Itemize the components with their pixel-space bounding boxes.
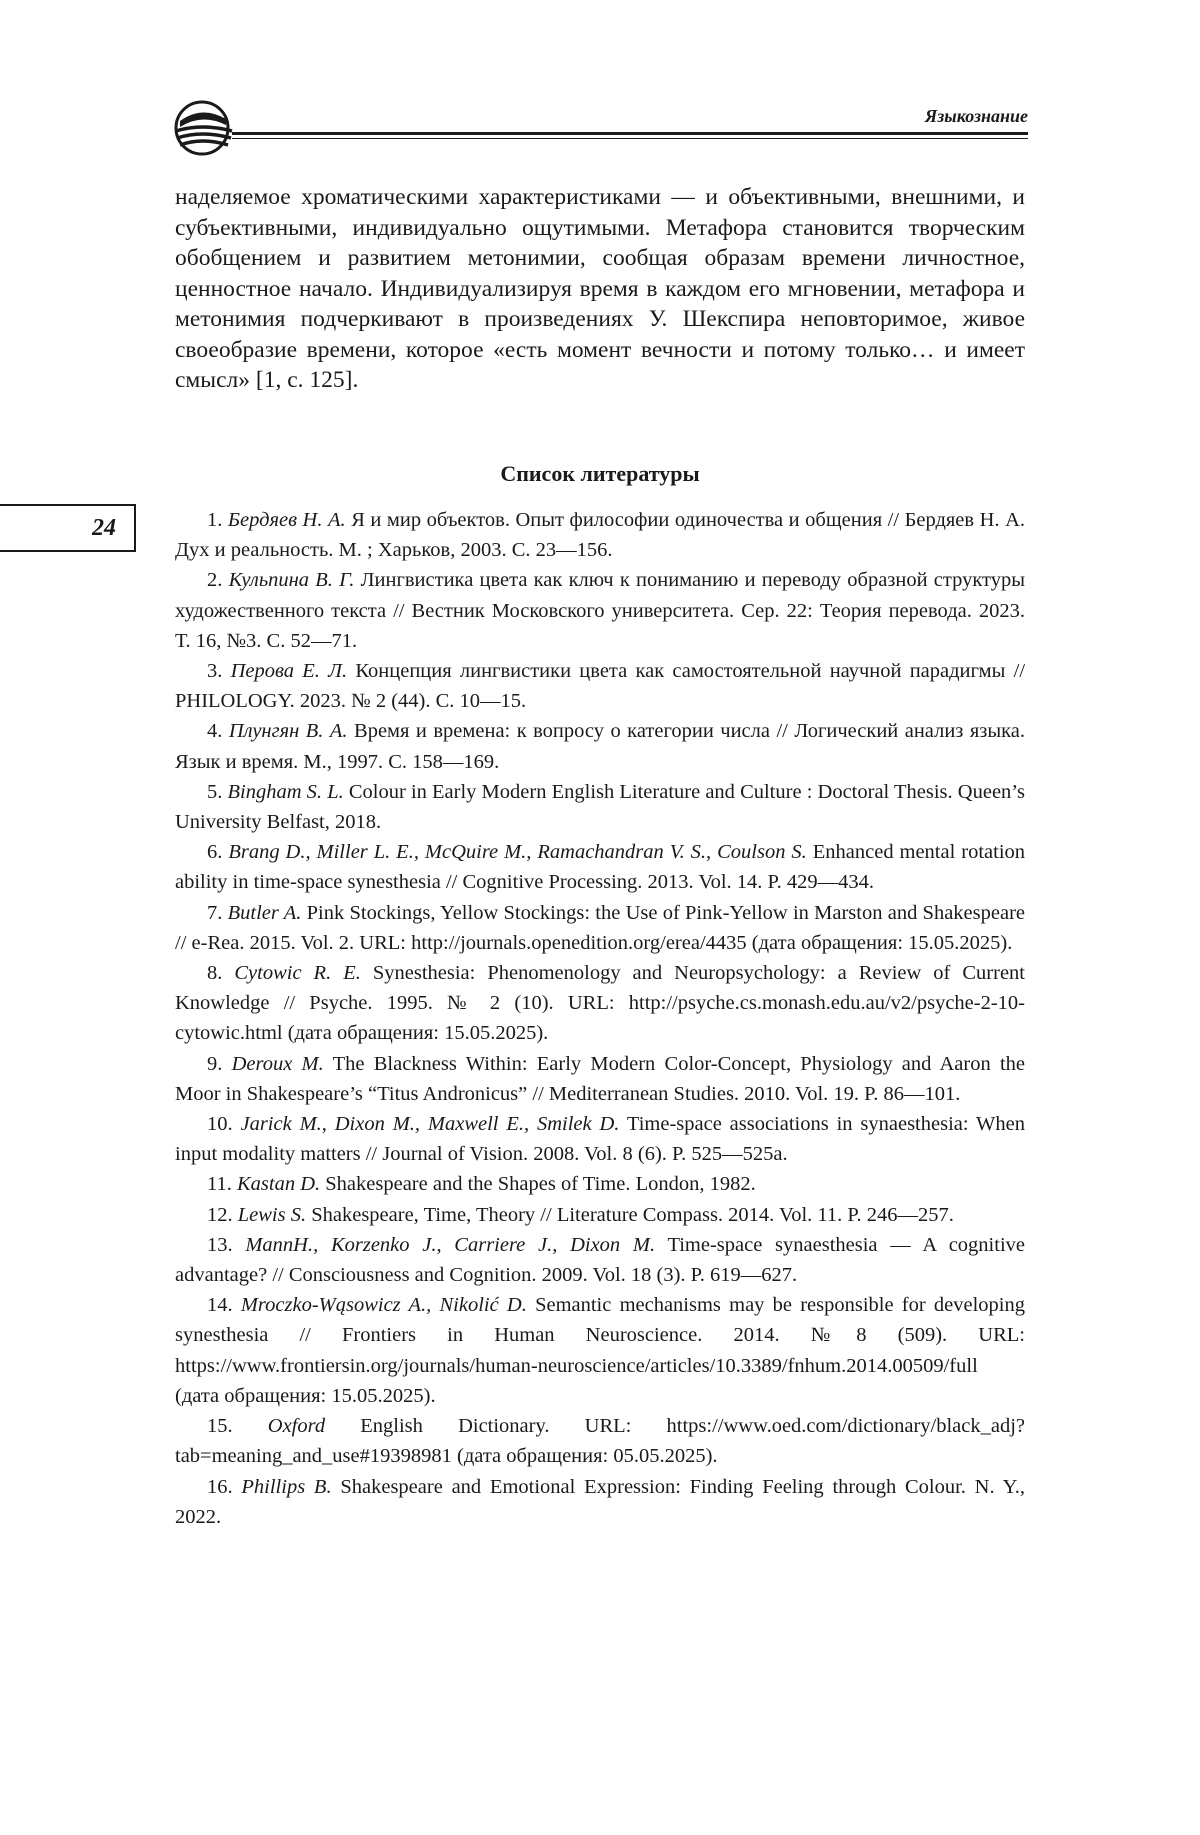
body-paragraph: наделяемое хроматическими характеристиками — и объективными, внешними, и субъективными, индивидуально ощутимыми. Метафора становится творческим обобщением и развитием метонимии, сообщая образам времени личностное, ценностное начало. Индивидуализируя время в каждом его мгновении, метафора и метонимия подчеркивают в произведениях У. Шекспира неповторимое, живое своеобразие времени, которое «есть момент вечности и потому только… и имеет смысл» [1, с. 125].: [175, 184, 1025, 393]
header-rule-thin: [232, 138, 1028, 139]
reference-item: 14. Mroczko-Wąsowicz A., Nikolić D. Semantic mechanisms may be responsible for developing synesthesia // Frontiers in Human Neuroscience. 2014. №8 (509). URL: https://www.frontiersin.org/journals/human-neuroscience/articles/10.3389/fnhum.2014.00509/full (дата обращения: 15.05.2025).: [175, 1294, 1025, 1407]
reference-item: 11. Kastan D. Shakespeare and the Shapes of Time. London, 1982.: [207, 1173, 756, 1196]
reference-item: 15. Oxford English Dictionary. URL: https://www.oed.com/dictionary/black_adj?tab=meaning_and_use#19398981 (дата обращения: 05.05.2025).: [175, 1415, 1025, 1468]
reference-item: 3. Перова Е. Л. Концепция лингвистики цвета как самостоятельной научной парадигмы // PHILOLOGY. 2023. № 2 (44). С. 10—15.: [175, 660, 1026, 713]
page-number: 24: [92, 515, 116, 541]
references-list: [175, 505, 1025, 1532]
references-title: Список литературы: [500, 461, 700, 486]
reference-item: 9. Deroux M. The Blackness Within: Early Modern Color-Concept, Physiology and Aaron the Moor in Shakespeare’s “Titus Andronicus” // Mediterranean Studies. 2010. Vol. 19. P. 86—101.: [175, 1052, 1026, 1105]
running-header: [172, 95, 1028, 165]
reference-item: 6. Brang D., Miller L. E., McQuire M., Ramachandran V. S., Coulson S. Enhanced mental rotation ability in time-space synesthesia // Cognitive Processing. 2013. Vol. 14. P. 429—434.: [175, 841, 1026, 894]
reference-item: 1. Бердяев Н. А. Я и мир объектов. Опыт философии одиночества и общения // Бердяев Н. А. Дух и реальность. М. ; Харьков, 2003. С. 23—156.: [175, 509, 1026, 562]
header-rule: [232, 132, 1028, 135]
reference-item: 12. Lewis S. Shakespeare, Time, Theory // Literature Compass. 2014. Vol. 11. P. 246—257.: [207, 1203, 954, 1226]
reference-item: 13. MannH., Korzenko J., Carriere J., Dixon M. Time-space synaesthesia — A cognitive advantage? // Consciousness and Cognition. 2009. Vol. 18 (3). P. 619—627.: [175, 1233, 1025, 1287]
reference-item: 10. Jarick M., Dixon M., Maxwell E., Smilek D. Time-space associations in synaesthesia: When input modality matters // Journal of Vision. 2008. Vol. 8 (6). P. 525—525a.: [175, 1113, 1025, 1166]
reference-item: 4. Плунгян В. А. Время и времена: к вопросу о категории числа // Логический анализ языка. Язык и время. М., 1997. С. 158—169.: [175, 720, 1026, 773]
reference-item: 5. Bingham S. L. Colour in Early Modern English Literature and Culture : Doctoral Thesis. Queen’s University Belfast, 2018.: [175, 780, 1025, 834]
reference-item: 8. Cytowic R. E. Synesthesia: Phenomenology and Neuropsychology: a Review of Current Knowledge // Psyche. 1995. № 2 (10). URL: http://psyche.cs.monash.edu.au/v2/psyche-2-10-cytowic.html (дата обращения: 15.05.2025).: [175, 962, 1025, 1045]
reference-item: 2. Кульпина В. Г. Лингвистика цвета как ключ к пониманию и переводу образной структуры художественного текста // Вестник Московского университета. Сер. 22: Теория перевода. 2023. Т. 16, №3. С. 52—71.: [175, 569, 1025, 652]
page-number-box: [0, 504, 136, 552]
journal-logo-icon: [172, 99, 236, 157]
reference-item: 7. Butler A. Pink Stockings, Yellow Stockings: the Use of Pink-Yellow in Marston and Shakespeare // e-Rea. 2015. Vol. 2. URL: http://journals.openedition.org/erea/4435 (дата обращения: 15.05.2025).: [175, 901, 1026, 954]
reference-item: 16. Phillips B. Shakespeare and Emotional Expression: Finding Feeling through Colour. N. Y., 2022.: [175, 1475, 1026, 1528]
section-name: Языкознание: [924, 106, 1028, 126]
